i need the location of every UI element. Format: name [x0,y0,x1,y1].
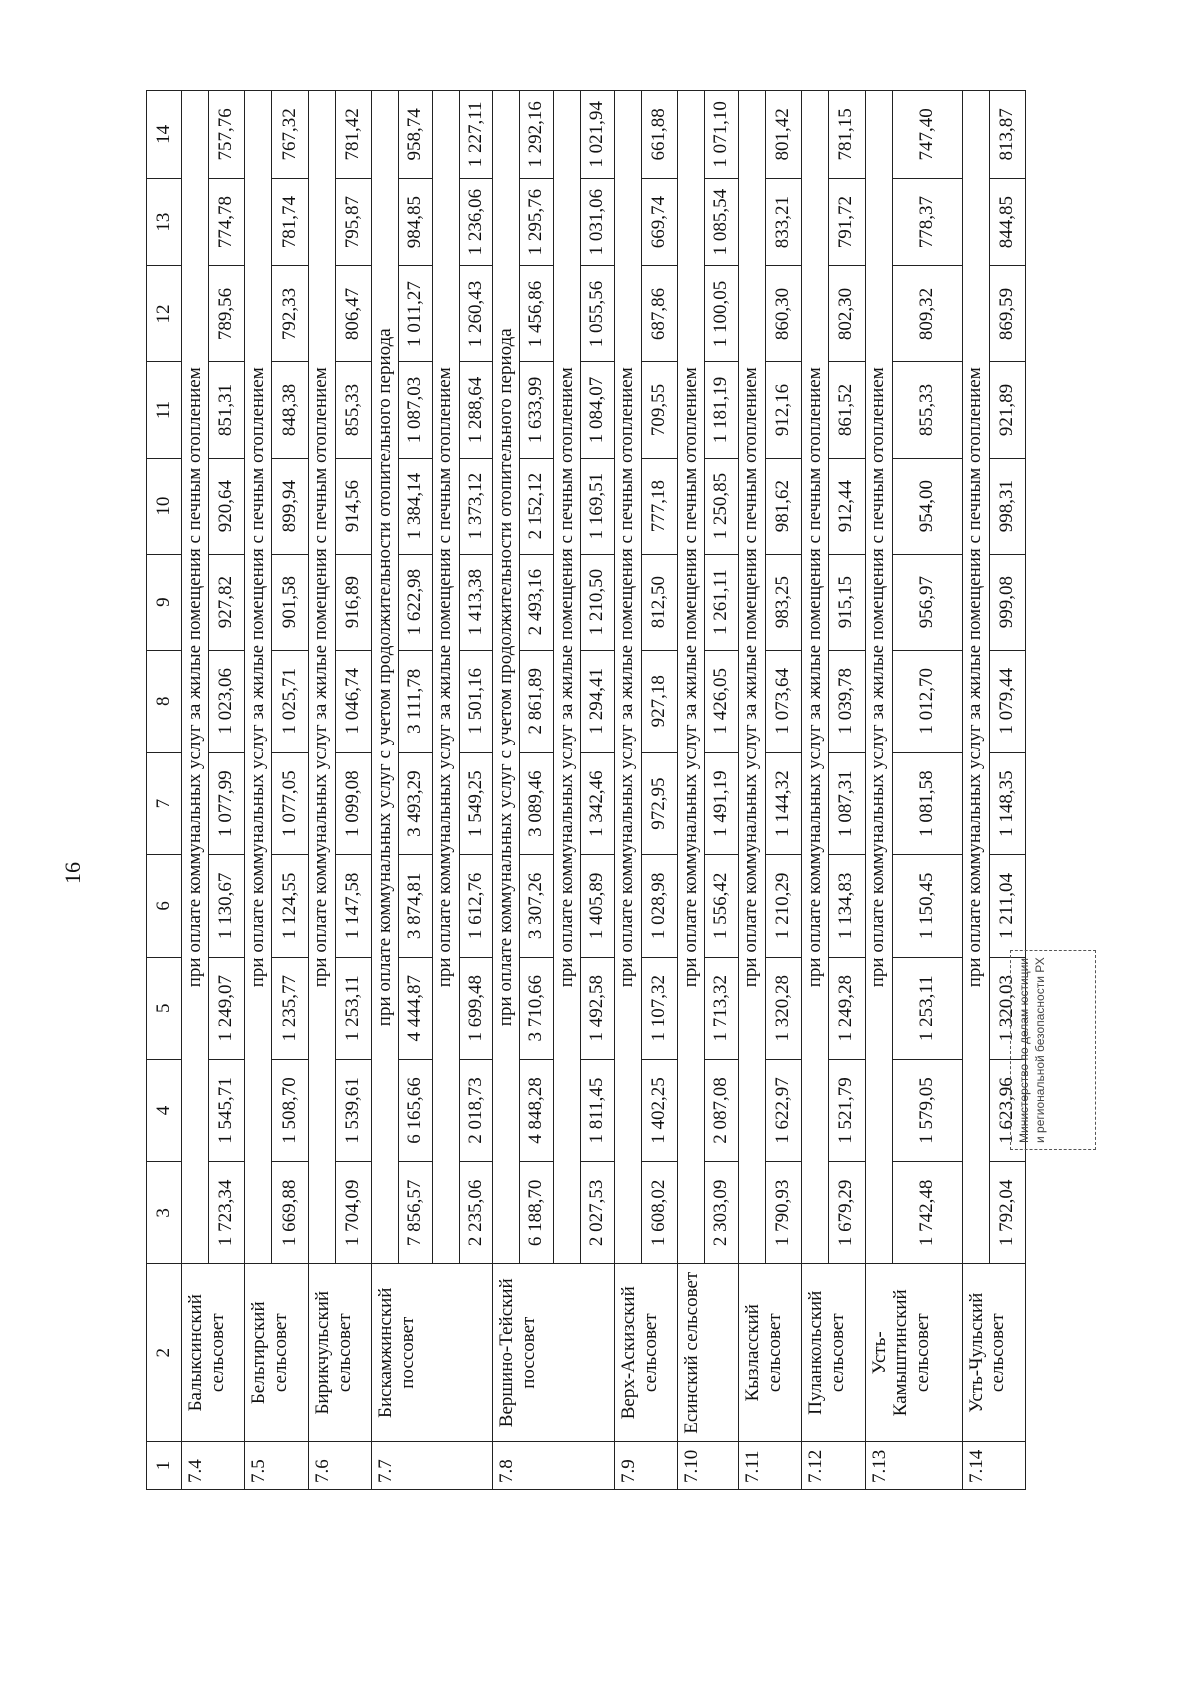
tariff-value: 1 373,12 [459,458,493,554]
column-header: 2 [147,1264,182,1441]
payment-note: при оплате коммунальных услуг с учетом продолжительности отопительного периода [493,91,520,1265]
tariff-value: 1 055,56 [581,266,615,362]
payment-note: при оплате коммунальных услуг с учетом продолжительности отопительного периода [372,91,399,1265]
tariff-value: 4 848,28 [520,1059,554,1161]
settlement-name: Усть-Чульский сельсовет [962,1264,1025,1441]
column-header: 1 [147,1441,182,1489]
note-row [962,91,989,1490]
tariff-value: 1 253,11 [892,957,962,1059]
tariff-value: 1 025,71 [272,650,308,752]
row-number: 7.10 [678,1441,739,1489]
tariff-value: 1 623,96 [989,1059,1025,1161]
tariff-value: 958,74 [399,91,433,179]
note-row [614,91,641,1490]
tariff-value: 1 227,11 [459,91,493,179]
row-number: 7.13 [865,1441,962,1489]
tariff-value: 1 622,98 [399,554,433,650]
tariff-value: 3 493,29 [399,752,433,854]
tariff-value: 1 236,06 [459,178,493,266]
tariff-value: 1 077,99 [209,752,245,854]
tariff-value: 687,86 [641,266,677,362]
column-header: 6 [147,855,182,957]
tariff-value: 927,18 [641,650,677,752]
tariff-value: 669,74 [641,178,677,266]
column-header: 13 [147,178,182,266]
tariff-value: 2 235,06 [459,1162,493,1264]
tariff-value: 1 491,19 [705,752,739,854]
tariff-value: 774,78 [209,178,245,266]
payment-note: при оплате коммунальных услуг за жилые помещения с печным отоплением [614,91,641,1265]
tariff-value: 1 679,29 [829,1162,865,1264]
column-header: 10 [147,458,182,554]
column-header: 11 [147,362,182,458]
tariff-value: 1 402,25 [641,1059,677,1161]
tariff-value: 1 023,06 [209,650,245,752]
tariff-value: 1 556,42 [705,855,739,957]
tariff-value: 1 622,97 [765,1059,801,1161]
tariff-value: 1 130,67 [209,855,245,957]
tariff-value: 1 704,09 [335,1162,371,1264]
tariff-value: 2 018,73 [459,1059,493,1161]
tariff-value: 806,47 [335,266,371,362]
tariff-value: 1 320,28 [765,957,801,1059]
tariff-value: 916,89 [335,554,371,650]
tariff-value: 869,59 [989,266,1025,362]
tariff-value: 1 521,79 [829,1059,865,1161]
tariff-value: 1 261,11 [705,554,739,650]
tariff-value: 1 405,89 [581,855,615,957]
column-header: 8 [147,650,182,752]
tariff-value: 1 249,28 [829,957,865,1059]
note-row [678,91,705,1490]
tariff-value: 1 144,32 [765,752,801,854]
column-header: 14 [147,91,182,179]
tariff-value: 1 084,07 [581,362,615,458]
tariff-value: 757,76 [209,91,245,179]
row-number: 7.9 [614,1441,677,1489]
column-header: 5 [147,957,182,1059]
tariff-value: 1 501,16 [459,650,493,752]
tariff-value: 1 046,74 [335,650,371,752]
tariff-value: 999,08 [989,554,1025,650]
tariff-value: 1 235,77 [272,957,308,1059]
row-number: 7.11 [738,1441,801,1489]
payment-note: при оплате коммунальных услуг за жилые помещения с печным отоплением [432,91,459,1265]
header-row [147,91,182,1490]
column-header: 7 [147,752,182,854]
tariff-value: 812,50 [641,554,677,650]
tariff-value: 795,87 [335,178,371,266]
note-row [182,91,209,1490]
tariff-value: 1 028,98 [641,855,677,957]
tariff-value: 855,33 [335,362,371,458]
tariff-value: 1 294,41 [581,650,615,752]
note-row [308,91,335,1490]
tariff-value: 1 508,70 [272,1059,308,1161]
row-number: 7.8 [493,1441,614,1489]
payment-note: при оплате коммунальных услуг за жилые помещения с печным отоплением [962,91,989,1265]
settlement-name: Пуланкольский сельсовет [802,1264,865,1441]
tariff-value: 3 089,46 [520,752,554,854]
tariff-value: 1 134,83 [829,855,865,957]
tariff-value: 1 492,58 [581,957,615,1059]
tariff-value: 813,87 [989,91,1025,179]
payment-note: при оплате коммунальных услуг за жилые помещения с печным отоплением [678,91,705,1265]
tariff-value: 1 077,05 [272,752,308,854]
tariff-value: 2 027,53 [581,1162,615,1264]
tariff-value: 1 723,34 [209,1162,245,1264]
tariff-value: 1 210,29 [765,855,801,957]
tariff-value: 6 188,70 [520,1162,554,1264]
note-row [738,91,765,1490]
tariff-value: 1 384,14 [399,458,433,554]
tariff-value: 1 633,99 [520,362,554,458]
column-header: 3 [147,1162,182,1264]
tariff-value: 1 742,48 [892,1162,962,1264]
tariff-value: 1 087,31 [829,752,865,854]
row-number: 7.12 [802,1441,865,1489]
settlement-name: Верх-Аскизский сельсовет [614,1264,677,1441]
tariff-value: 1 288,64 [459,362,493,458]
tariff-value: 1 295,76 [520,178,554,266]
row-number: 7.7 [372,1441,493,1489]
tariff-value: 1 071,10 [705,91,739,179]
tariff-value: 778,37 [892,178,962,266]
tariff-value: 972,95 [641,752,677,854]
tariff-value: 1 085,54 [705,178,739,266]
tariff-value: 1 253,11 [335,957,371,1059]
tariff-value: 1 792,04 [989,1162,1025,1264]
settlement-name: Бирикчульский сельсовет [308,1264,371,1441]
tariff-value: 861,52 [829,362,865,458]
tariff-value: 1 210,50 [581,554,615,650]
tariff-value: 1 413,38 [459,554,493,650]
tariff-value: 901,58 [272,554,308,650]
tariff-value: 709,55 [641,362,677,458]
table-container [146,90,1026,1490]
registration-stamp: Министерство по делам юстиции и региональной безопасности РХ [1010,950,1096,1150]
tariff-value: 1 713,32 [705,957,739,1059]
payment-note: при оплате коммунальных услуг за жилые помещения с печным отоплением [738,91,765,1265]
column-header: 12 [147,266,182,362]
tariff-value: 2 861,89 [520,650,554,752]
note-row [802,91,829,1490]
tariff-value: 921,89 [989,362,1025,458]
tariff-value: 809,32 [892,266,962,362]
tariff-value: 1 811,45 [581,1059,615,1161]
row-number: 7.6 [308,1441,371,1489]
tariff-value: 2 087,08 [705,1059,739,1161]
tariff-value: 1 073,64 [765,650,801,752]
tariff-value: 2 493,16 [520,554,554,650]
tariff-value: 1 107,32 [641,957,677,1059]
tariff-value: 851,31 [209,362,245,458]
note-row [245,91,272,1490]
tariff-value: 1 669,88 [272,1162,308,1264]
note-row [372,91,399,1490]
tariff-value: 1 456,86 [520,266,554,362]
tariff-value: 860,30 [765,266,801,362]
tariff-value: 1 608,02 [641,1162,677,1264]
tariff-value: 1 100,05 [705,266,739,362]
tariff-value: 2 152,12 [520,458,554,554]
tariff-value: 1 250,85 [705,458,739,554]
payment-note: при оплате коммунальных услуг за жилые помещения с печным отоплением [802,91,829,1265]
tariff-value: 1 079,44 [989,650,1025,752]
tariff-value: 920,64 [209,458,245,554]
tariff-value: 781,42 [335,91,371,179]
tariff-value: 954,00 [892,458,962,554]
tariff-value: 927,82 [209,554,245,650]
table-body [182,91,1026,1490]
row-number: 7.4 [182,1441,245,1489]
tariff-value: 848,38 [272,362,308,458]
tariff-value: 801,42 [765,91,801,179]
tariff-value: 789,56 [209,266,245,362]
tariff-value: 1 790,93 [765,1162,801,1264]
tariff-value: 802,30 [829,266,865,362]
tariff-value: 998,31 [989,458,1025,554]
payment-note: при оплате коммунальных услуг за жилые помещения с печным отоплением [865,91,892,1265]
tariff-value: 777,18 [641,458,677,554]
tariff-value: 1 545,71 [209,1059,245,1161]
settlement-name: Вершино-Тейский поссовет [493,1264,614,1441]
tariff-value: 1 081,58 [892,752,962,854]
tariff-value: 912,16 [765,362,801,458]
payment-note: при оплате коммунальных услуг за жилые помещения с печным отоплением [182,91,209,1265]
tariff-value: 899,94 [272,458,308,554]
tariff-value: 1 124,55 [272,855,308,957]
settlement-name: Бельтирский сельсовет [245,1264,308,1441]
tariff-value: 661,88 [641,91,677,179]
tariff-value: 3 874,81 [399,855,433,957]
tariff-value: 781,15 [829,91,865,179]
tariff-value: 1 612,76 [459,855,493,957]
tariff-value: 1 211,04 [989,855,1025,957]
tariff-value: 1 342,46 [581,752,615,854]
tariff-value: 3 307,26 [520,855,554,957]
settlement-name: Кызласский сельсовет [738,1264,801,1441]
tariff-value: 1 699,48 [459,957,493,1059]
tariff-value: 1 320,03 [989,957,1025,1059]
tariff-value: 833,21 [765,178,801,266]
tariff-value: 912,44 [829,458,865,554]
column-header: 9 [147,554,182,650]
page-number: 16 [60,862,85,884]
note-row [493,91,520,1490]
tariff-value: 781,74 [272,178,308,266]
tariff-value: 1 011,27 [399,266,433,362]
tariff-value: 1 549,25 [459,752,493,854]
tariff-value: 791,72 [829,178,865,266]
tariff-value: 792,33 [272,266,308,362]
tariff-value: 1 181,19 [705,362,739,458]
tariff-value: 1 426,05 [705,650,739,752]
tariff-value: 1 260,43 [459,266,493,362]
tariff-value: 7 856,57 [399,1162,433,1264]
tariff-value: 855,33 [892,362,962,458]
tariff-value: 1 148,35 [989,752,1025,854]
tariff-value: 2 303,09 [705,1162,739,1264]
tariff-value: 1 012,70 [892,650,962,752]
tariff-value: 1 539,61 [335,1059,371,1161]
tariff-value: 1 579,05 [892,1059,962,1161]
tariff-value: 844,85 [989,178,1025,266]
row-number: 7.14 [962,1441,1025,1489]
tariff-value: 984,85 [399,178,433,266]
settlement-name: Усть-Камыштинский сельсовет [865,1264,962,1441]
tariff-value: 3 710,66 [520,957,554,1059]
tariff-value: 747,40 [892,91,962,179]
tariff-value: 956,97 [892,554,962,650]
tariff-value: 1 292,16 [520,91,554,179]
tariff-table [146,90,1026,1490]
tariff-value: 6 165,66 [399,1059,433,1161]
tariff-value: 1 087,03 [399,362,433,458]
tariff-value: 767,32 [272,91,308,179]
tariff-value: 4 444,87 [399,957,433,1059]
settlement-name: Бискамжинский поссовет [372,1264,493,1441]
tariff-value: 1 039,78 [829,650,865,752]
tariff-value: 1 021,94 [581,91,615,179]
settlement-name: Есинский сельсовет [678,1264,739,1441]
tariff-value: 1 249,07 [209,957,245,1059]
tariff-value: 1 031,06 [581,178,615,266]
tariff-value: 983,25 [765,554,801,650]
row-number: 7.5 [245,1441,308,1489]
tariff-value: 915,15 [829,554,865,650]
settlement-name: Балыксинский сельсовет [182,1264,245,1441]
tariff-value: 1 147,58 [335,855,371,957]
note-row [865,91,892,1490]
tariff-value: 1 099,08 [335,752,371,854]
tariff-value: 1 150,45 [892,855,962,957]
column-header: 4 [147,1059,182,1161]
payment-note: при оплате коммунальных услуг за жилые помещения с печным отоплением [245,91,272,1265]
tariff-value: 1 169,51 [581,458,615,554]
tariff-value: 3 111,78 [399,650,433,752]
tariff-value: 981,62 [765,458,801,554]
tariff-value: 914,56 [335,458,371,554]
payment-note: при оплате коммунальных услуг за жилые помещения с печным отоплением [554,91,581,1265]
payment-note: при оплате коммунальных услуг за жилые помещения с печным отоплением [308,91,335,1265]
